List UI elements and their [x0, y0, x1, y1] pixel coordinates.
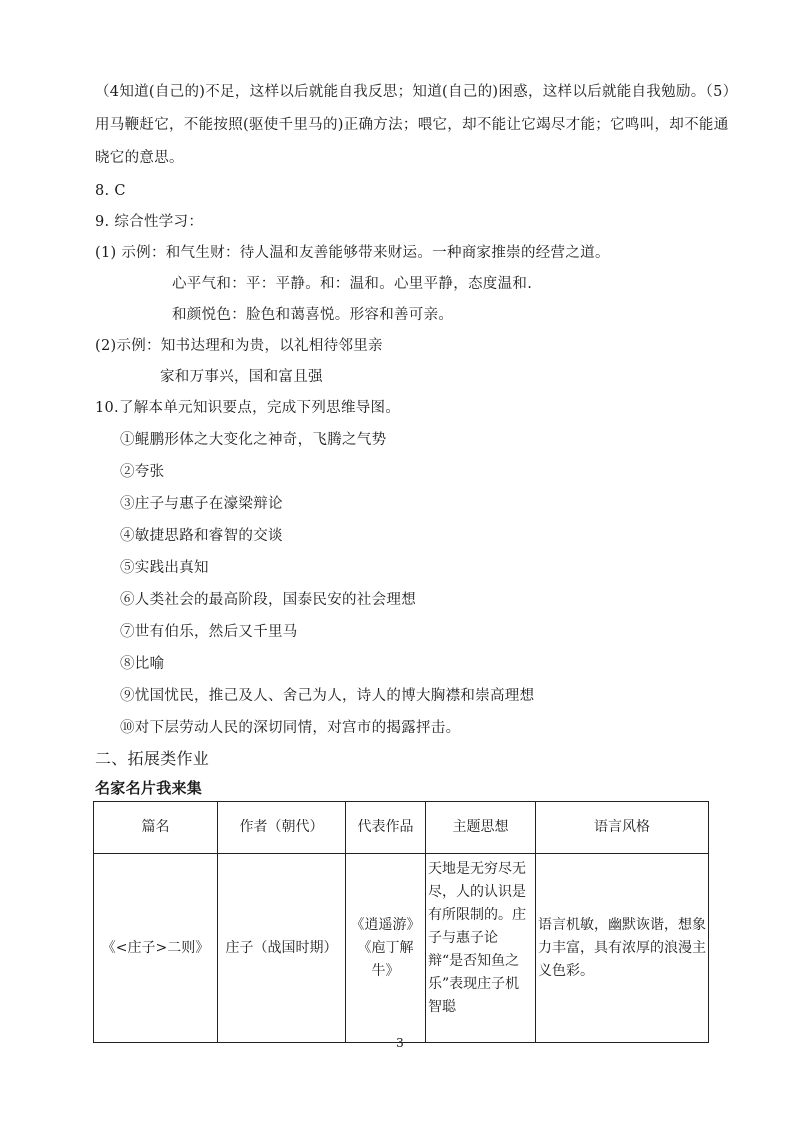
cell-title: 《<庄子>二则》 — [94, 854, 218, 1043]
cell-theme — [426, 854, 536, 1043]
table-caption: 名家名片我来集 — [95, 779, 203, 797]
table-row — [94, 854, 709, 1043]
answer-9-heading: 9. 综合性学习： — [95, 214, 204, 230]
page-number: 3 — [396, 1036, 404, 1050]
mindmap-item: ④敏捷思路和睿智的交谈 — [120, 528, 283, 544]
header-theme: 主题思想 — [426, 802, 536, 854]
theme-text: 天地是无穷尽无尽，人的认识是有所限制的。庄子与惠子论辩“是否知鱼之乐”表现庄子机智聪 — [428, 861, 526, 1015]
mindmap-item: ⑤实践出真知 — [120, 560, 209, 576]
mindmap-item: ⑧比喻 — [120, 656, 165, 672]
mindmap-item: ②夸张 — [120, 464, 165, 480]
mindmap-item: ⑥人类社会的最高阶段，国泰民安的社会理想 — [120, 592, 416, 608]
cell-author: 庄子（战国时期） — [218, 854, 346, 1043]
header-author: 作者（朝代） — [218, 802, 346, 854]
idiom-line: 和颜悦色：脸色和蔼喜悦。形容和善可亲。 — [172, 307, 454, 323]
mindmap-item: ①鲲鹏形体之大变化之神奇，飞腾之气势 — [120, 432, 387, 448]
header-works: 代表作品 — [346, 802, 426, 854]
couplet-line: 家和万事兴，国和富且强 — [160, 369, 323, 385]
mindmap-item: ⑩对下层劳动人民的深切同情，对宫市的揭露抨击。 — [120, 720, 461, 736]
work-item: 《庖丁解牛》 — [357, 939, 414, 979]
authors-table — [93, 801, 709, 1043]
answer-9-2: (2)示例：知书达理和为贵，以礼相待邻里亲 — [95, 338, 383, 354]
idiom-line: 心平气和：平：平静。和：温和。心里平静，态度温和. — [172, 276, 533, 292]
answer-text-line: （4知道(自己的)不足，这样以后就能自我反思；知道(自己的)困惑，这样以后就能自我勉励。（5） — [95, 84, 738, 100]
work-item: 《逍遥游》 — [350, 916, 421, 933]
header-style: 语言风格 — [536, 802, 709, 854]
answer-8: 8. C — [95, 183, 126, 199]
header-title: 篇名 — [94, 802, 218, 854]
answer-text-line: 用马鞭赶它，不能按照(驱使千里马的)正确方法；喂它，却不能让它竭尽才能；它鸣叫，却不能通 — [95, 117, 729, 133]
mindmap-item: ③庄子与惠子在濠梁辩论 — [120, 496, 283, 512]
mindmap-item: ⑨忧国忧民，推己及人、舍己为人，诗人的博大胸襟和崇高理想 — [120, 688, 535, 704]
cell-style: 语言机敏，幽默诙谐，想象力丰富，具有浓厚的浪漫主义色彩。 — [536, 854, 709, 1043]
answer-text-line: 晓它的意思。 — [95, 150, 184, 166]
answer-10-heading: 10.了解本单元知识要点，完成下列思维导图。 — [95, 400, 401, 416]
section-heading: 二、拓展类作业 — [95, 749, 210, 768]
table-header-row — [94, 802, 709, 854]
answer-9-1: (1) 示例：和气生财：待人温和友善能够带来财运。一种商家推崇的经营之道。 — [95, 245, 610, 261]
mindmap-item: ⑦世有伯乐，然后又千里马 — [120, 624, 298, 640]
cell-works — [346, 854, 426, 1043]
